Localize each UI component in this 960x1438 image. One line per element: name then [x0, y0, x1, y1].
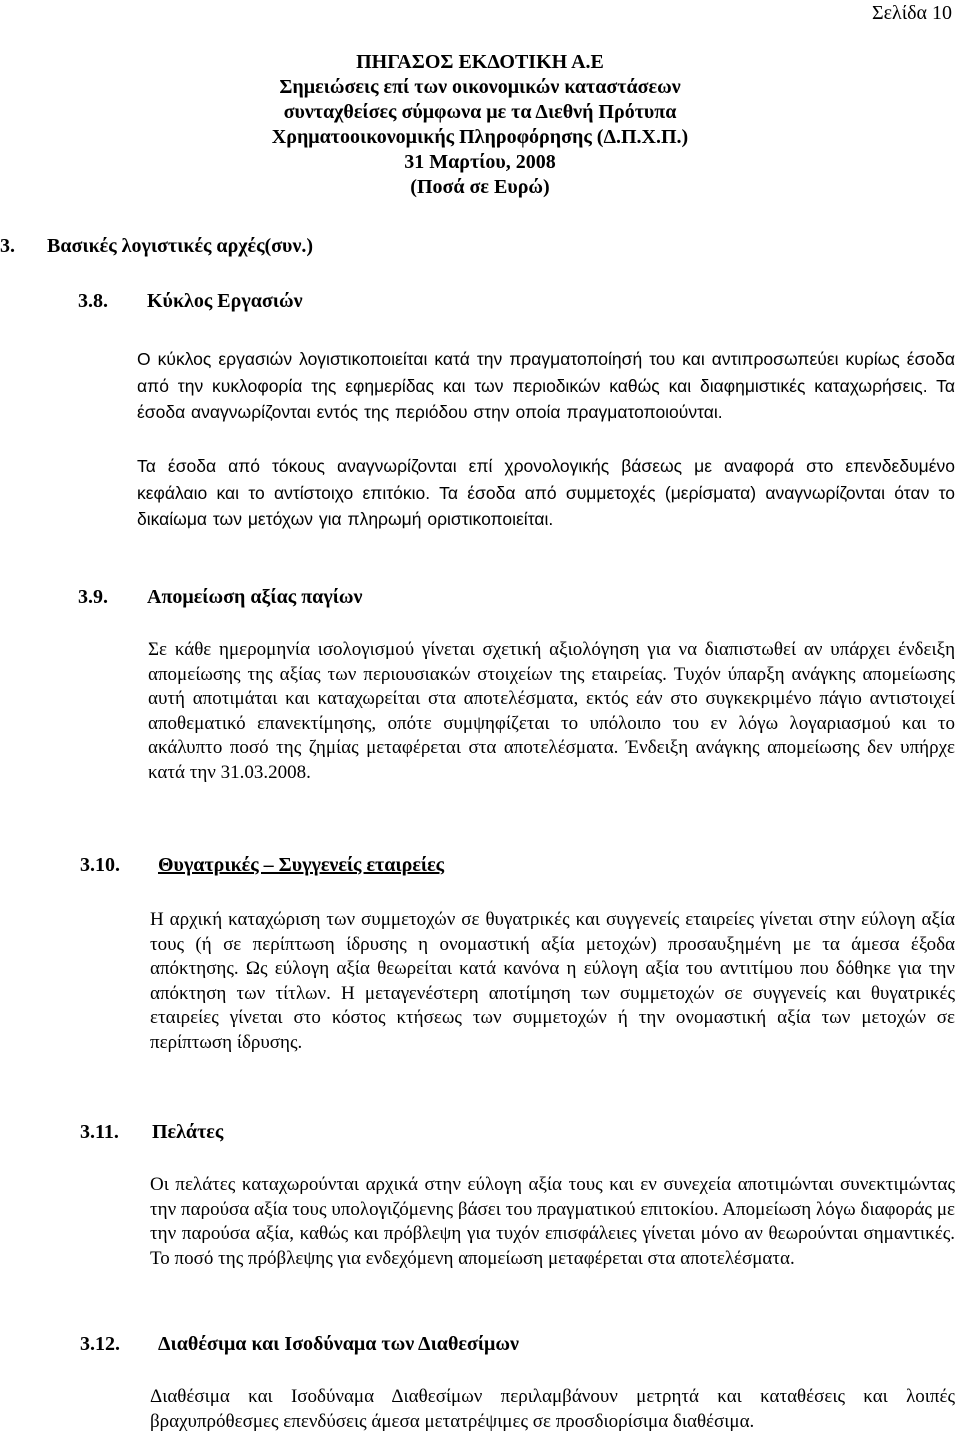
section-3-10-number: 3.10.: [80, 854, 120, 876]
section-3-number: 3.: [0, 235, 15, 257]
section-3-12-title: Διαθέσιμα και Ισοδύναμα των Διαθεσίμων: [158, 1333, 519, 1355]
header-line-4: Χρηματοοικονομικής Πληροφόρησης (Δ.Π.Χ.Π.): [271, 126, 689, 148]
header-line-2: Σημειώσεις επί των οικονομικών καταστάσεων: [279, 76, 681, 98]
section-3-10-title: Θυγατρικές – Συγγενείς εταιρείες: [158, 854, 445, 876]
company-name: ΠΗΓΑΣΟΣ ΕΚΔΟΤΙΚΗ Α.Ε: [356, 51, 604, 73]
header-currency-note: (Ποσά σε Ευρώ): [410, 176, 550, 198]
section-3-9-number: 3.9.: [78, 586, 108, 608]
section-3-10-paragraph: Η αρχική καταχώριση των συμμετοχών σε θυγατρικές και συγγενείς εταιρείες γίνεται στην εύλογη αξία τους (ή σε περίπτωση ίδρυσης η ονομαστική αξία μετοχών) προσαυξημένη με τα άμεσα έξοδα απόκτησης. Ως εύλογη αξία θεωρείται κατά κανόνα η εύλογη αξία του αντιτίμου που δόθηκε για την απόκτηση των τίτλων. Η μεταγενέστερη αποτίμηση των συμμετοχών σε συγγενείς και θυγατρικές εταιρείες γίνεται στο κόστος κτήσεως των συμμετοχών ή την ονομαστική αξία των μετοχών σε περίπτωση ίδρυσης.: [150, 909, 955, 1053]
section-3-8-number: 3.8.: [78, 290, 108, 312]
section-3-9-paragraph: Σε κάθε ημερομηνία ισολογισμού γίνεται σχετική αξιολόγηση για να διαπιστωθεί αν υπάρχει ένδειξη απομείωσης της αξίας των περιουσιακών στοιχείων της εταιρείας. Τυχόν ύπαρξη ανάγκης απομείωσης αυτή αποτιμάται και καταχωρείται στα αποτελέσματα, εκτός εάν στο συγκεκριμένο πάγιο αντιστοιχεί αποθεματικό επανεκτίμησης, οπότε συμψηφίζεται το υπόλοιπο του εν λόγω λογαριασμού και το ακάλυπτο ποσό της ζημίας μεταφέρεται στα αποτελέσματα. Ένδειξη ανάγκης απομείωσης δεν υπήρχε κατά την 31.03.2008.: [148, 639, 955, 783]
section-3-8-paragraph-1: Ο κύκλος εργασιών λογιστικοποιείται κατά την πραγματοποίησή του και αντιπροσωπεύει κυρίως έσοδα από την κυκλοφορία της εφημερίδας και των περιοδικών καθώς και διαφημιστικές καταχωρήσεις. Τα έσοδα αναγνωρίζονται εντός της περιόδου στην οποία πραγματοποιούνται.: [137, 349, 955, 422]
section-3-8-paragraph-2: Τα έσοδα από τόκους αναγνωρίζονται επί χρονολογικής βάσεως με αναφορά στο επενδεδυμένο κεφάλαιο και το αντίστοιχο επιτόκιο. Τα έσοδα από συμμετοχές (μερίσματα) αναγνωρίζονται όταν το δικαίωμα των μετόχων για πληρωμή οριστικοποιείται.: [137, 456, 955, 529]
header-date: 31 Μαρτίου, 2008: [404, 151, 556, 173]
section-3-12-number: 3.12.: [80, 1333, 120, 1355]
section-3-8-title: Κύκλος Εργασιών: [147, 290, 303, 312]
section-3-11-title: Πελάτες: [152, 1121, 224, 1143]
document-header: [0, 50, 960, 200]
section-3-9-title: Απομείωση αξίας παγίων: [147, 586, 363, 608]
section-3-title: Βασικές λογιστικές αρχές(συν.): [47, 235, 314, 257]
header-line-3: συνταχθείσες σύμφωνα με τα Διεθνή Πρότυπα: [283, 101, 677, 123]
page-number: Σελίδα 10: [871, 2, 952, 24]
section-3-11-paragraph: Οι πελάτες καταχωρούνται αρχικά στην εύλογη αξία τους και εν συνεχεία αποτιμώνται συνεκτιμώντας την παρούσα αξία τους υπολογιζόμενης βάσει του πραγματικού επιτοκίου. Απομείωση λόγω διαφοράς με την παρούσα αξία, καθώς και πρόβλεψη για τυχόν επισφάλειες γίνεται μόνο αν θεωρούνται σημαντικές. Το ποσό της πρόβλεψης για ενδεχόμενη απομείωση μεταφέρεται στα αποτελέσματα.: [150, 1174, 955, 1269]
section-3-11-number: 3.11.: [80, 1121, 119, 1143]
section-3-12-paragraph: Διαθέσιμα και Ισοδύναμα Διαθεσίμων περιλαμβάνουν μετρητά και καταθέσεις και λοιπές βραχυπρόθεσμες επενδύσεις άμεσα μετατρέψιμες σε προσδιορίσιμα διαθέσιμα.: [150, 1386, 955, 1432]
